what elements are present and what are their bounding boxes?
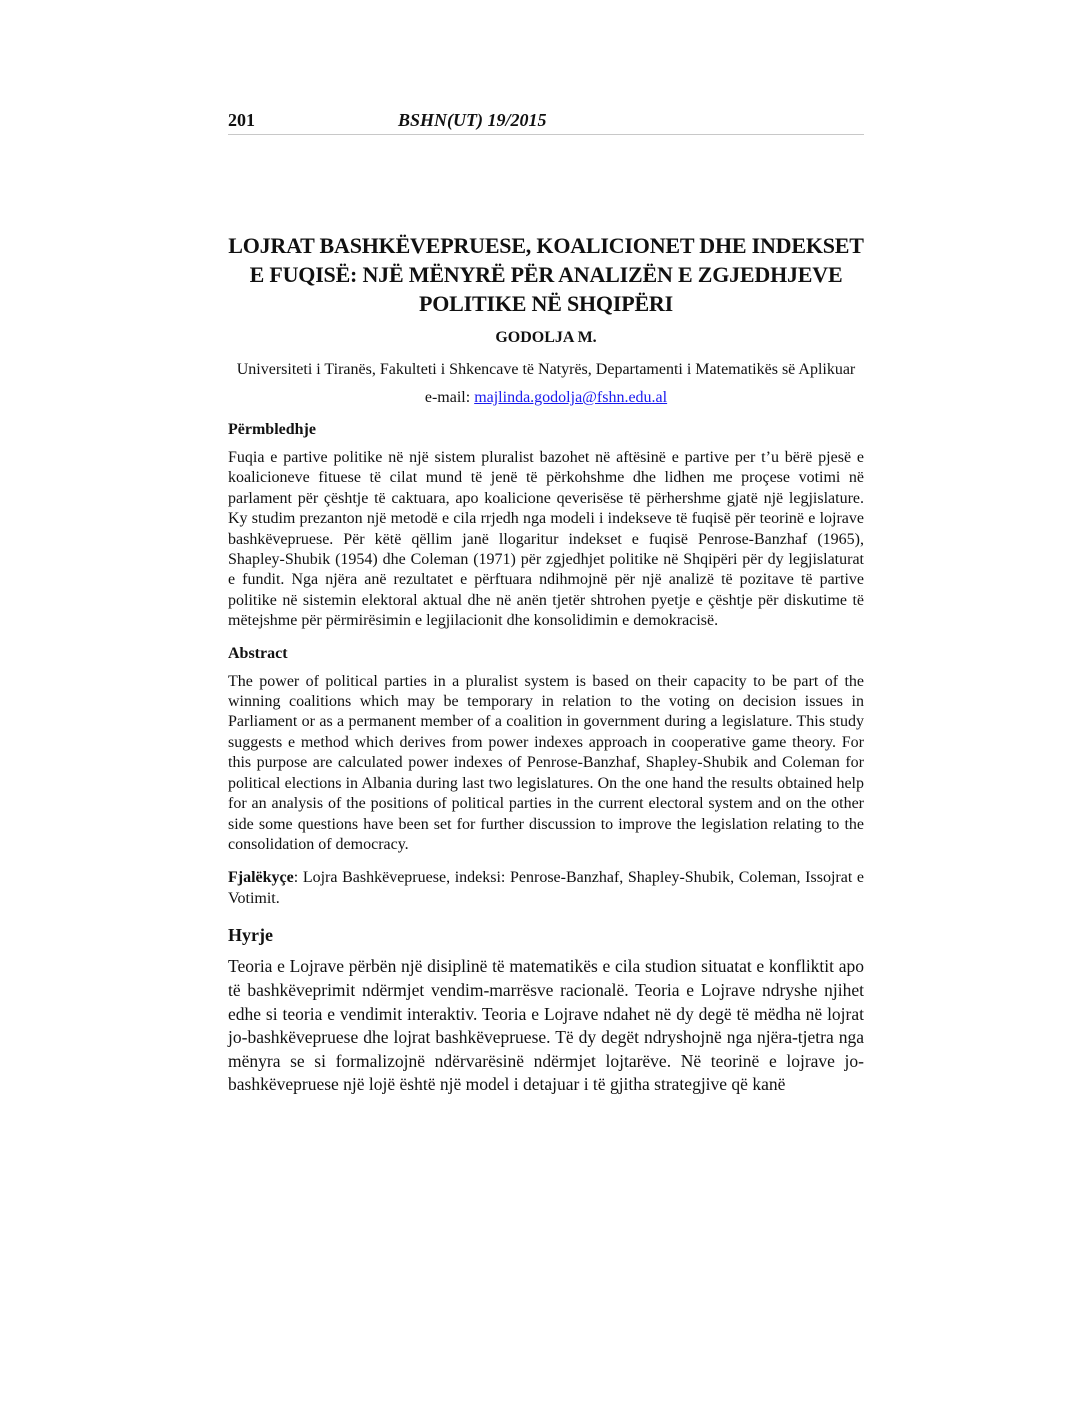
abstract-heading: Abstract [228, 644, 288, 662]
keywords-text: : Lojra Bashkëvepruese, indeksi: Penrose-Banzhaf, Shapley-Shubik, Coleman, Issojrat e Votimit. [228, 869, 864, 908]
email-link[interactable]: majlinda.godolja@fshn.edu.al [474, 389, 668, 406]
permbledhje-paragraph: Fuqia e partive politike në një sistem pluralist bazohet në aftësinë e partive per t’u bërë pjesë e koalicioneve fituese të cilat mund të jenë të përkohshme dhe lidhen me proçese votimi në parlament për çështje të caktuara, apo koalicione qeverisëse të përhershme gjatë një legjislature. Ky studim prezanton një metodë e cila rrjedh nga modeli i indekseve të fuqisë për teorinë e lojrave bashkëvepruese. Për këtë qëllim janë llogaritur indekset e fuqisë Penrose-Banzhaf (1965), Shapley-Shubik (1954) dhe Coleman (1971) për zgjedhjet politike në Shqipëri për dy legjislaturat e fundit. Nga njëra anë rezultatet e përftuara ndihmojnë për një analizë të pozitave të partive politike në sistemin elektoral aktual dhe në anën tjetër shtrohen pyetje e çështje për diskutime të mëtejshme për përmirësimin e legjilacionit dhe konsolidimin e demokracisë. [228, 449, 864, 630]
abstract-paragraph: The power of political parties in a pluralist system is based on their capacity to be part of the winning coalitions which may be temporary in relation to the voting on decision issues in Parliament or as a permanent member of a coalition in government during a legislature. This study suggests e method which derives from power indexes approach in cooperative game theory. For this purpose are calculated power indexes of Penrose-Banzhaf, Shapley-Shubik and Coleman for political elections in Albania during last two legislatures. On the one hand the results obtained help for an analysis of the positions of political parties in the current electoral system and on the other side some questions have been set for further discussion to improve the legislation relating to the consolidation of democracy. [228, 672, 864, 853]
document-page [228, 108, 864, 1097]
hyrje-paragraph: Teoria e Lojrave përbën një disiplinë të matematikës e cila studion situatat e konfliktit apo të bashkëveprimit ndërmjet vendim-marrësve racionalë. Teoria e Lojrave ndryshe njihet edhe si teoria e vendimit interaktiv. Teoria e Lojrave ndahet në dy degë të mëdha në lojrat jo-bashkëvepruese dhe lojrat bashkëvepruese. Të dy degët ndryshojnë nga njëra-tjetra nga mënyra se si formalizojnë ndërvarësinë ndërmjet lojtarëve. Në teorinë e lojrave jo-bashkëvepruese një lojë është një model i detajuar i të gjitha strategjive që kanë [228, 956, 864, 1095]
keywords-label: Fjalëkyçe [228, 869, 294, 887]
author-email-line [228, 388, 864, 408]
article-author: GODOLJA M. [495, 329, 597, 346]
running-header [228, 108, 864, 135]
email-label: e-mail: [424, 389, 471, 406]
page-number: 201 [228, 110, 255, 130]
journal-citation: BSHN(UT) 19/2015 [398, 110, 547, 130]
keywords-line [228, 867, 864, 909]
author-affiliation: Universiteti i Tiranës, Fakulteti i Shkencave të Natyrës, Departamenti i Matematikës së Aplikuar [236, 361, 856, 378]
hyrje-heading: Hyrje [228, 925, 273, 946]
permbledhje-heading: Përmbledhje [228, 421, 316, 438]
article-title: LOJRAT BASHKËVEPRUESE, KOALICIONET DHE INDEKSET E FUQISË: NJË MËNYRË PËR ANALIZËN E ZGJEDHJEVE POLITIKE NË SHQIPËRI [228, 233, 864, 316]
